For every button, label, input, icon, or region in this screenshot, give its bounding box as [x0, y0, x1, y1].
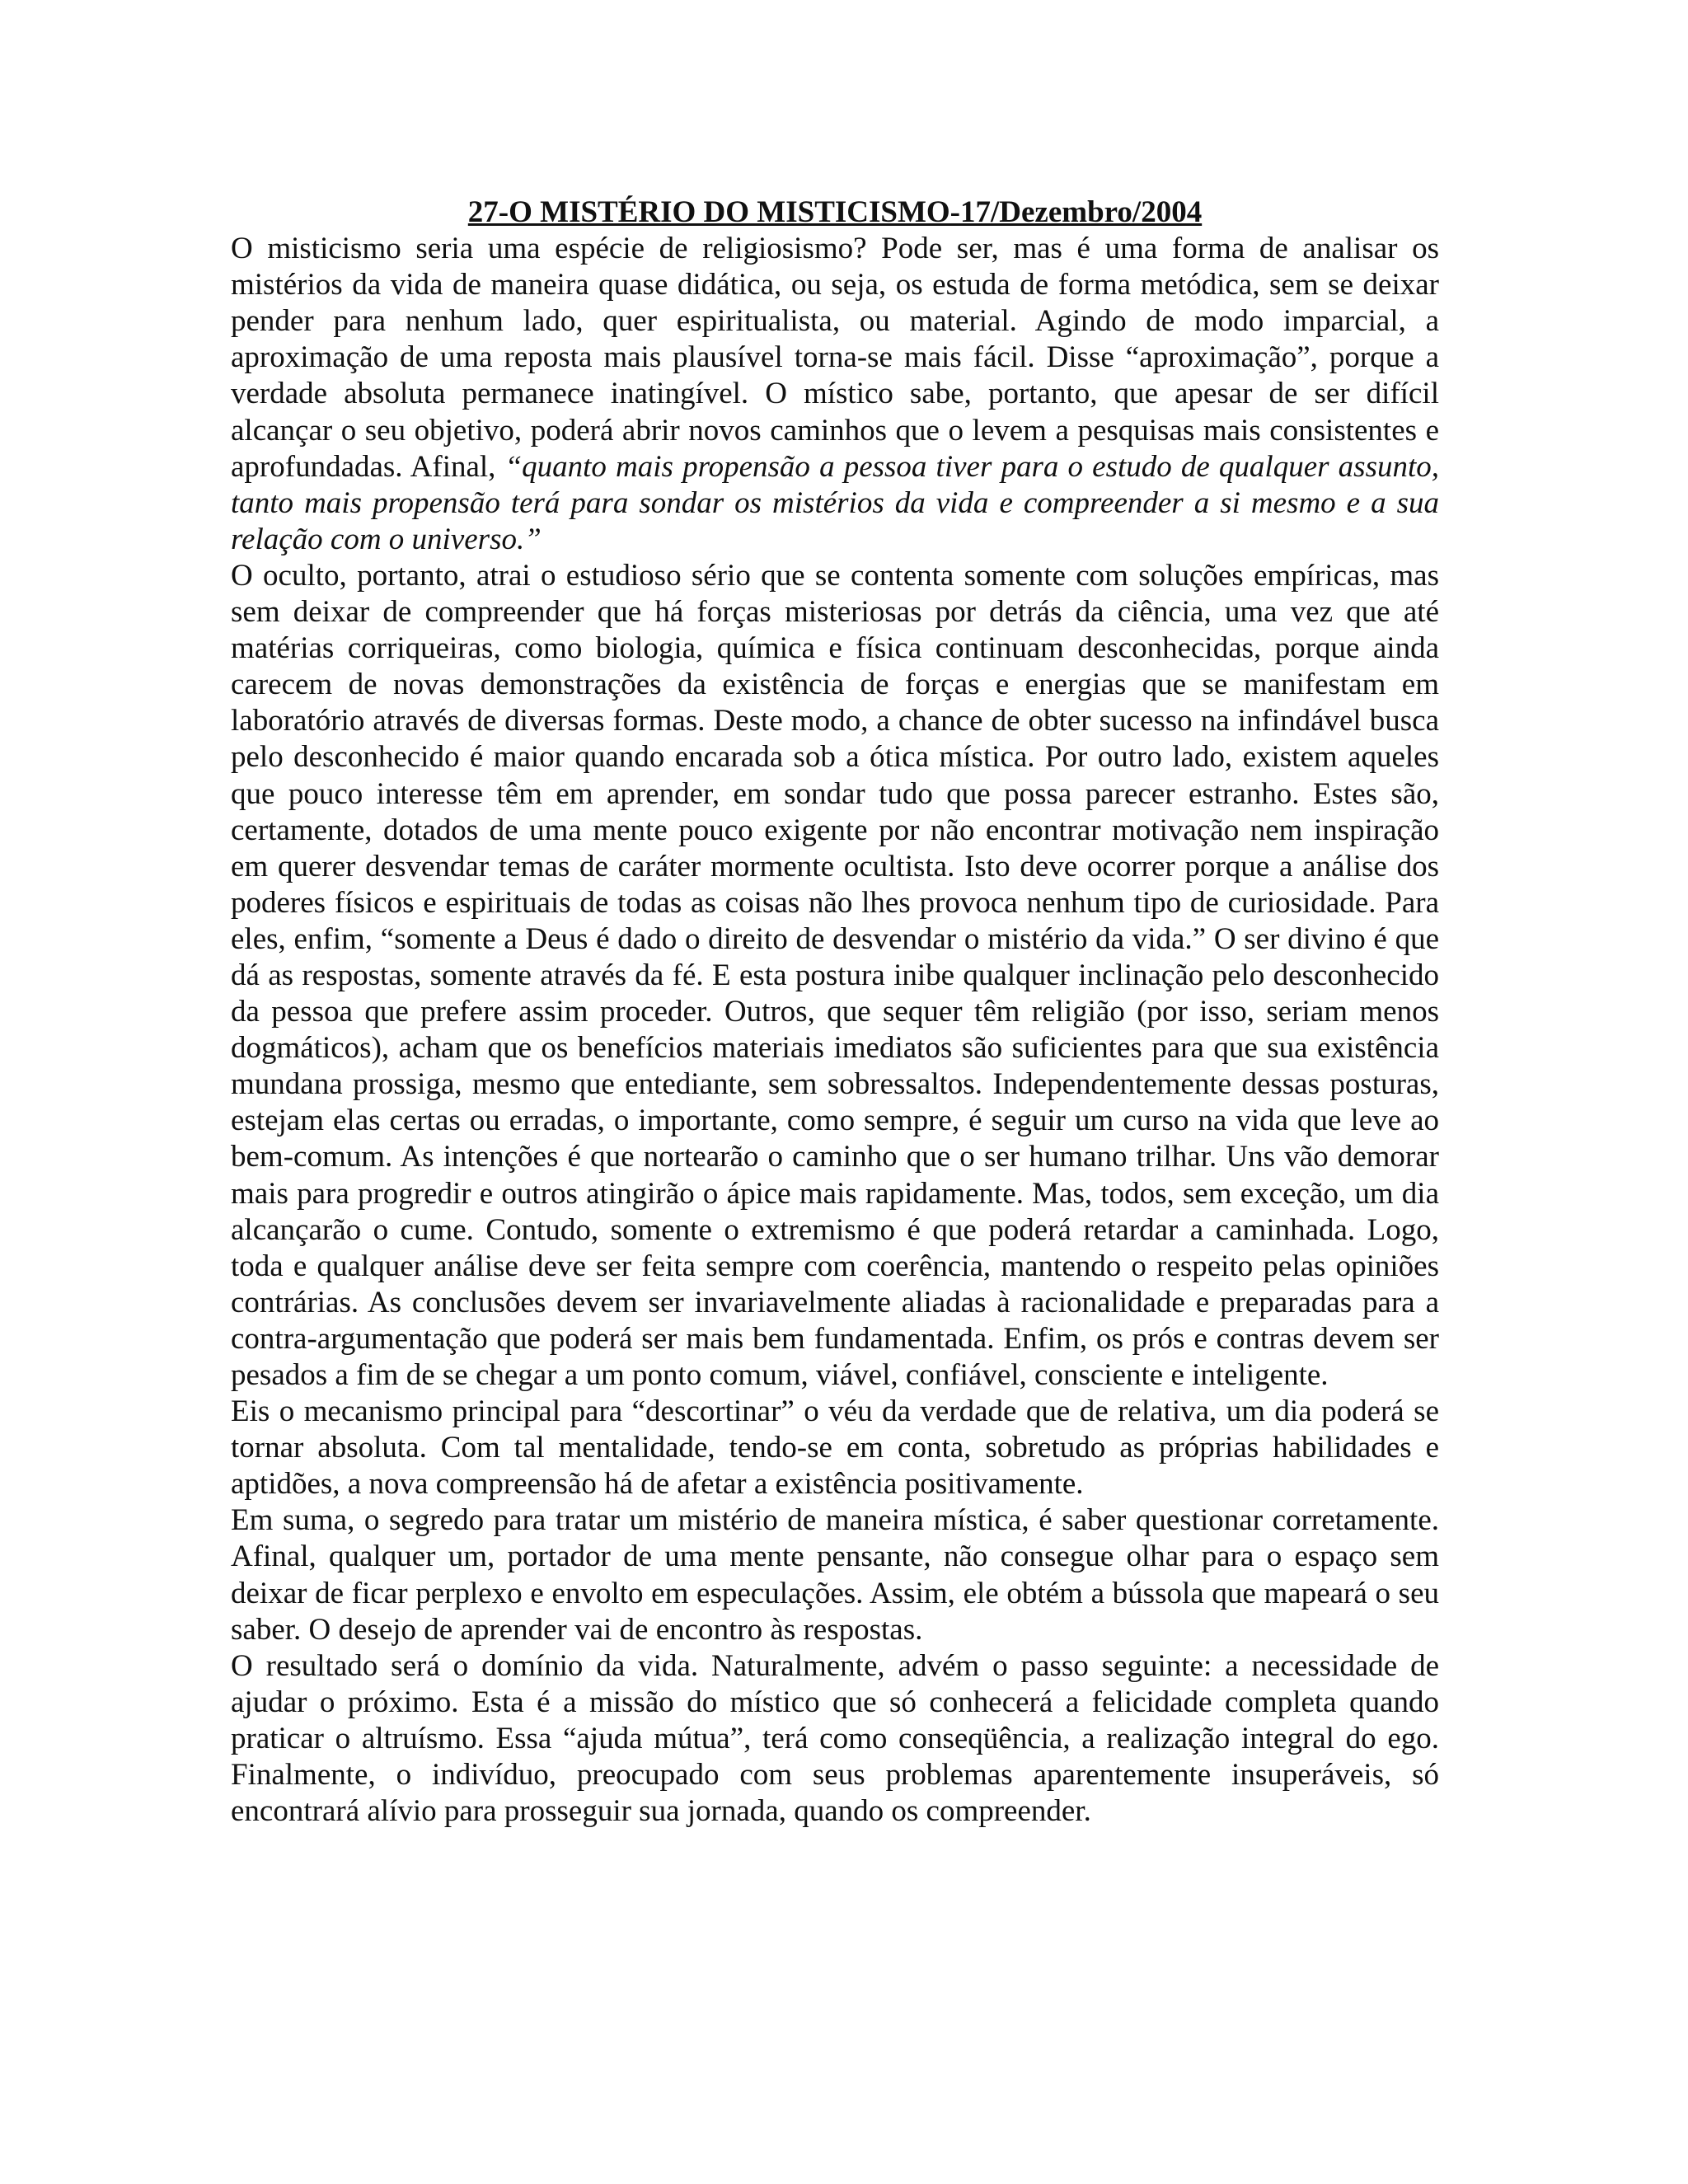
paragraph-5: O resultado será o domínio da vida. Naturalmente, advém o passo seguinte: a necessidade de ajudar o próximo. Esta é a missão do místico que só conhecerá a felicidade completa quando praticar o altruísmo. Essa “ajuda mútua”, terá como conseqüência, a realização integral do ego. Finalmente, o indivíduo, preocupado com seus problemas aparentemente insuperáveis, só encontrará alívio para prosseguir sua jornada, quando os compreender.: [231, 1648, 1439, 1829]
paragraph-2: O oculto, portanto, atrai o estudioso sério que se contenta somente com soluções empíricas, mas sem deixar de compreender que há forças misteriosas por detrás da ciência, uma vez que até matérias corriqueiras, como biologia, química e física continuam desconhecidas, porque ainda carecem de novas demonstrações da existência de forças e energias que se manifestam em laboratório através de diversas formas. Deste modo, a chance de obter sucesso na infindável busca pelo desconhecido é maior quando encarada sob a ótica mística. Por outro lado, existem aqueles que pouco interesse têm em aprender, em sondar tudo que possa parecer estranho. Estes são, certamente, dotados de uma mente pouco exigente por não encontrar motivação nem inspiração em querer desvendar temas de caráter mormente ocultista. Isto deve ocorrer porque a análise dos poderes físicos e espirituais de todas as coisas não lhes provoca nenhum tipo de curiosidade. Para eles, enfim, “somente a Deus é dado o direito de desvendar o mistério da vida.” O ser divino é que dá as respostas, somente através da fé. E esta postura inibe qualquer inclinação pelo desconhecido da pessoa que prefere assim proceder. Outros, que sequer têm religião (por isso, seriam menos dogmáticos), acham que os benefícios materiais imediatos são suficientes para que sua existência mundana prossiga, mesmo que entediante, sem sobressaltos. Independentemente dessas posturas, estejam elas certas ou erradas, o importante, como sempre, é seguir um curso na vida que leve ao bem-comum. As intenções é que nortearão o caminho que o ser humano trilhar. Uns vão demorar mais para progredir e outros atingirão o ápice mais rapidamente. Mas, todos, sem exceção, um dia alcançarão o cume. Contudo, somente o extremismo é que poderá retardar a caminhada. Logo, toda e qualquer análise deve ser feita sempre com coerência, mantendo o respeito pelas opiniões contrárias. As conclusões devem ser invariavelmente aliadas à racionalidade e preparadas para a contra-argumentação que poderá ser mais bem fundamentada. Enfim, os prós e contras devem ser pesados a fim de se chegar a um ponto comum, viável, confiável, consciente e inteligente.: [231, 558, 1439, 1392]
document-title: 27-O MISTÉRIO DO MISTICISMO-17/Dezembro/2004: [467, 195, 1203, 229]
paragraph-1-quote: “quanto mais propensão a pessoa tiver para o estudo de qualquer assunto, tanto mais propensão terá para sondar os mistérios da vida e compreender a si mesmo e a sua relação com o universo.”: [231, 449, 1439, 556]
paragraph-4: Em suma, o segredo para tratar um mistério de maneira mística, é saber questionar corretamente. Afinal, qualquer um, portador de uma mente pensante, não consegue olhar para o espaço sem deixar de ficar perplexo e envolto em especulações. Assim, ele obtém a bússola que mapeará o seu saber. O desejo de aprender vai de encontro às respostas.: [231, 1503, 1439, 1647]
document-page: [231, 194, 1439, 1830]
paragraph-3: Eis o mecanismo principal para “descortinar” o véu da verdade que de relativa, um dia poderá se tornar absoluta. Com tal mentalidade, tendo-se em conta, sobretudo as próprias habilidades e aptidões, a nova compreensão há de afetar a existência positivamente.: [231, 1394, 1439, 1502]
paragraph-1-text: O misticismo seria uma espécie de religiosismo? Pode ser, mas é uma forma de analisar os mistérios da vida de maneira quase didática, ou seja, os estuda de forma metódica, sem se deixar pender para nenhum lado, quer espiritualista, ou material. Agindo de modo imparcial, a aproximação de uma reposta mais plausível torna-se mais fácil. Disse “aproximação”, porque a verdade absoluta permanece inatingível. O místico sabe, portanto, que apesar de ser difícil alcançar o seu objetivo, poderá abrir novos caminhos que o levem a pesquisas mais consistentes e aprofundadas. Afinal,: [231, 232, 1439, 484]
paragraph-1: [231, 231, 1439, 558]
